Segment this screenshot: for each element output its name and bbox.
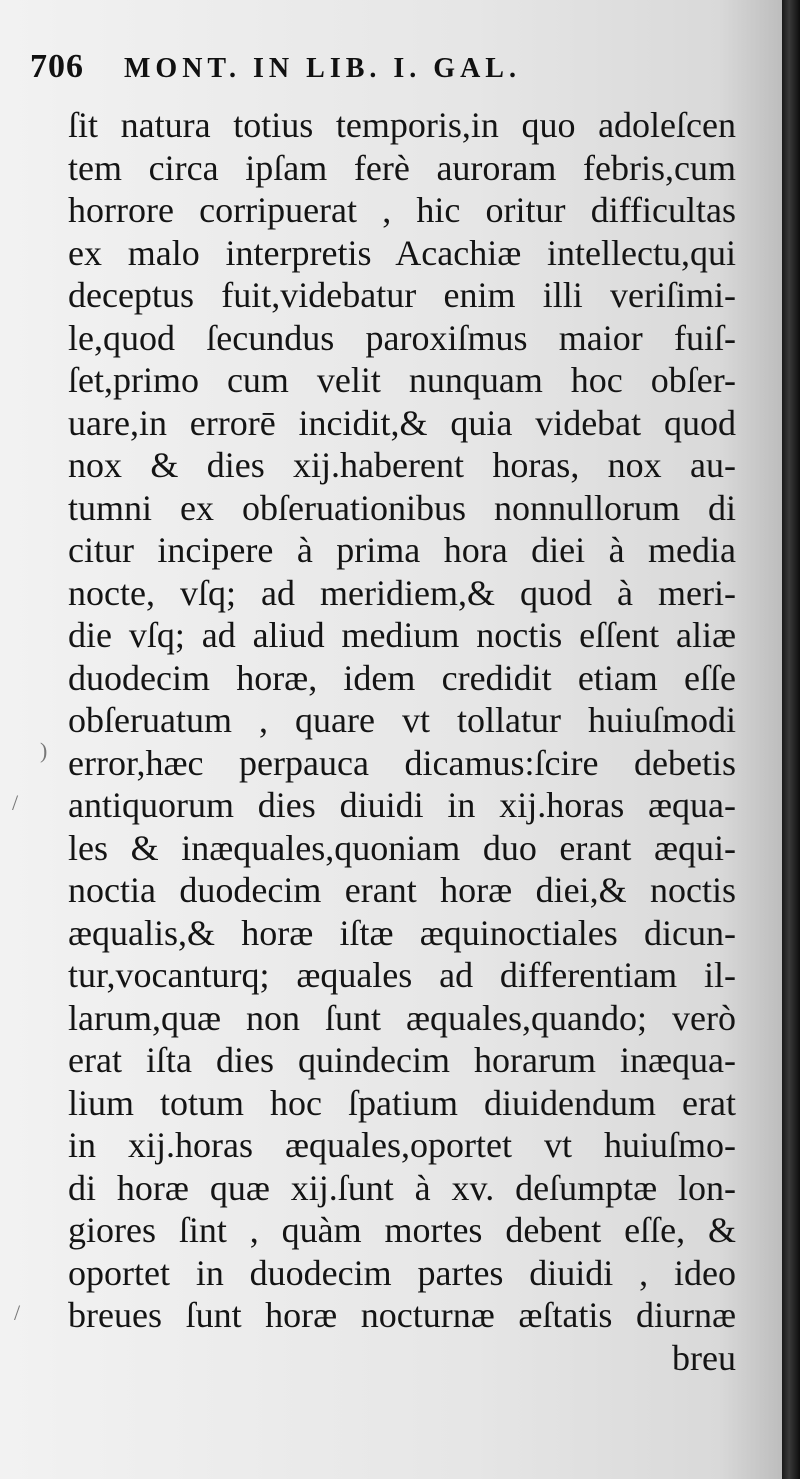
text-line: tem circa ipſam ferè auroram febris,cum bbox=[68, 147, 736, 188]
text-line: in xij.horas æquales,oportet vt huiuſmo- bbox=[68, 1125, 736, 1165]
text-line: larum,quæ non ſunt æquales,quando; verò bbox=[68, 997, 736, 1038]
text-line: nocte, vſq; ad meridiem,& quod à meri- bbox=[68, 572, 736, 613]
text-line: noctia duodecim erant horæ diei,& noctis bbox=[68, 870, 736, 910]
body-text bbox=[68, 104, 736, 1379]
text-line: æqualis,& horæ iſtæ æquinoctiales dicun- bbox=[68, 912, 736, 953]
text-line: di horæ quæ xij.ſunt à xv. deſumptæ lon- bbox=[68, 1167, 736, 1208]
text-line: ſit natura totius temporis,in quo adoleſcen bbox=[68, 105, 736, 145]
text-line: tur,vocanturq; æquales ad differentiam il- bbox=[68, 955, 736, 995]
page-number: 706 bbox=[30, 48, 84, 85]
text-line: deceptus fuit,videbatur enim illi veriſimi- bbox=[68, 275, 736, 315]
text-line: antiquorum dies diuidi in xij.horas æqua- bbox=[68, 785, 736, 825]
book-spine bbox=[782, 0, 800, 1479]
text-line: le,quod ſecundus paroxiſmus maior fuiſ- bbox=[68, 317, 736, 358]
text-line: les & inæquales,quoniam duo erant æqui- bbox=[68, 827, 736, 868]
text-line: ex malo interpretis Acachiæ intellectu,qui bbox=[68, 232, 736, 273]
text-line: breues ſunt horæ nocturnæ æſtatis diurnæ bbox=[68, 1295, 736, 1335]
text-line: die vſq; ad aliud medium noctis eſſent aliæ bbox=[68, 615, 736, 655]
text-line: ſet,primo cum velit nunquam hoc obſer- bbox=[68, 360, 736, 400]
catchword: breu bbox=[672, 1337, 736, 1378]
text-line: error,hæc perpauca dicamus:ſcire debetis bbox=[68, 742, 736, 783]
text-line: obſeruatum , quare vt tollatur huiuſmodi bbox=[68, 700, 736, 740]
page-header bbox=[30, 48, 670, 98]
text-line: lium totum hoc ſpatium diuidendum erat bbox=[68, 1082, 736, 1123]
text-line: oportet in duodecim partes diuidi , ideo bbox=[68, 1252, 736, 1293]
margin-mark: ) bbox=[40, 738, 48, 763]
text-line: horrore corripuerat , hic oritur difficultas bbox=[68, 190, 736, 230]
text-line: giores ſint , quàm mortes debent eſſe, & bbox=[68, 1210, 736, 1250]
text-line: nox & dies xij.haberent horas, nox au- bbox=[68, 445, 736, 485]
text-line: citur incipere à prima hora diei à media bbox=[68, 530, 736, 570]
text-line: tumni ex obſeruationibus nonnullorum di bbox=[68, 487, 736, 528]
margin-mark: / bbox=[12, 790, 19, 815]
text-line: erat iſta dies quindecim horarum inæqua- bbox=[68, 1040, 736, 1080]
text-line: duodecim horæ, idem credidit etiam eſſe bbox=[68, 657, 736, 698]
margin-mark: / bbox=[14, 1300, 21, 1325]
text-line: uare,in errorē incidit,& quia videbat quod bbox=[68, 402, 736, 443]
running-head: MONT. IN LIB. I. GAL. bbox=[124, 53, 521, 84]
